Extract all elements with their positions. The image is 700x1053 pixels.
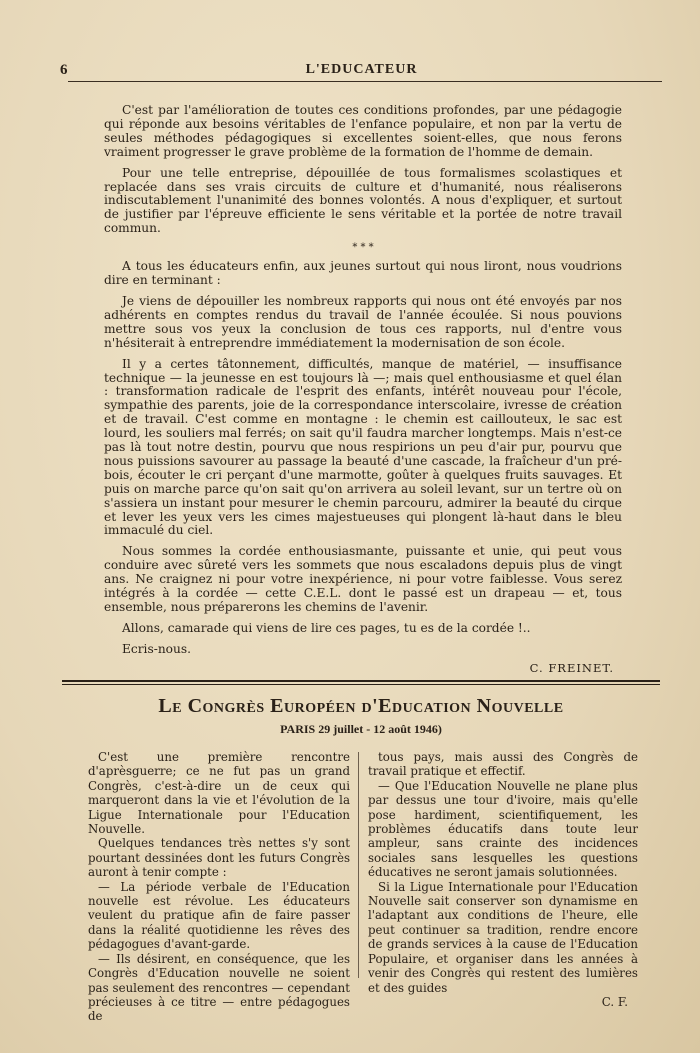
column-paragraph: tous pays, mais aussi des Congrès de travail pratique et effectif. — [368, 750, 638, 779]
article-paragraph: Pour une telle entreprise, dépouillée de tous formalismes scolastiques et replacée dans ses vrais circuits de culture et d'humanité, nous réaliserons indiscutablement l'unanimité des bonnes volontés. A nous d'expliquer, et surtout de justifier par l'épreuve efficiente le sens véritable et la portée de notre travail commun. — [104, 165, 622, 236]
article-paragraph: C'est par l'amélioration de toutes ces conditions profondes, par une pédagogie qui réponde aux besoins véritables de l'enfance populaire, et non par la vertu de seules méthodes pédagogiques si excellentes soient-elles, que nous ferons vraiment progresser le grave problème de la formation de l'homme de demain. — [104, 103, 622, 159]
column-paragraph: — Ils désirent, en conséquence, que les Congrès d'Education nouvelle ne soient pas seulement des rencontres — cependant précieuses à ce titre — entre pédagogues de — [88, 951, 350, 1024]
article-paragraph: Il y a certes tâtonnement, difficultés, manque de matériel, — insuffisance technique — la jeunesse en est toujours là —; mais quel enthousiasme et quel élan : transformation radicale de l'esprit des enfants, intérêt nouveau pour l'école, sympathie des parents, joie de la correspondance interscolaire, ivresse de création et de travail. C'est comme en montagne : le chemin est caillouteux, le sac est lourd, les souliers mal ferrés; on sait qu'il faudra marcher longtemps. Mais n'est-ce pas là tout notre destin, pourvu que nous respirions un peu d'air pur, pourvu que nous puissions savourer au passage la beauté d'une cascade, la fraîcheur d'un pré-bois, écouter le cri perçant d'une marmotte, goûter à quelques fruits sauvages. Et puis on marche parce qu'on sait qu'on arrivera au soleil levant, sur un tertre où on s'assiera un instant pour mesurer le chemin parcouru, admirer la beauté du cirque et lever les yeux vers les cimes majestueuses qui plongent là-haut dans le bleu immaculé du ciel. — [104, 356, 622, 538]
column-paragraph: Si la Ligue Internationale pour l'Education Nouvelle sait conserver son dynamisme en l'adaptant aux conditions de l'heure, elle peut continuer sa tradition, rendre encore de grands services à la cause de l'Education Populaire, et organiser dans les années à venir des Congrès qui restent des lumières et des guides — [368, 879, 638, 995]
page-number: 6 — [60, 62, 68, 78]
left-column — [88, 750, 350, 1024]
page-header — [60, 62, 663, 82]
freinet-article — [104, 104, 622, 676]
section-divider-thin — [62, 684, 660, 685]
header-rule — [68, 81, 662, 82]
congress-title: Le Congrès Européen d'Education Nouvelle — [158, 695, 564, 717]
article-paragraph: Allons, camarade qui viens de lire ces pages, tu es de la cordée !.. — [122, 620, 531, 635]
section-stars: * * * — [352, 242, 374, 254]
article-paragraph: Je viens de dépouiller les nombreux rapports qui nous ont été envoyés par nos adhérents en comptes rendus du travail de l'année écoulée. Si nous pouvions mettre sous vos yeux la conclusion de tous ces rapports, nul d'entre vous n'hésiterait à entreprendre immédiatement la modernisation de son école. — [104, 293, 622, 350]
congress-subtitle: PARIS 29 juillet - 12 août 1946) — [280, 722, 442, 736]
column-paragraph: — La période verbale de l'Education nouvelle est révolue. Les éducateurs veulent du pratique afin de faire passer dans la réalité quotidienne les rêves des pédagogues d'avant-garde. — [88, 879, 350, 952]
article-paragraph: Ecris-nous. — [122, 641, 191, 656]
article-paragraph: A tous les éducateurs enfin, aux jeunes surtout qui nous liront, nous voudrions dire en terminant : — [104, 259, 622, 288]
right-column — [368, 750, 638, 1009]
congress-columns — [88, 750, 660, 1024]
column-paragraph: Quelques tendances très nettes s'y sont pourtant dessinées dont les futurs Congrès auront à tenir compte : — [88, 836, 350, 880]
signature: C. FREINET. — [529, 660, 614, 675]
section-divider — [62, 680, 660, 682]
running-title: L'EDUCATEUR — [305, 62, 418, 77]
article-paragraph: Nous sommes la cordée enthousiasmante, puissante et unie, qui peut vous conduire avec sûreté vers les sommets que nous escaladons depuis plus de vingt ans. Ne craignez ni pour votre inexpérience, ni pour votre faiblesse. Vous serez intégrés à la cordée — cette C.E.L. dont le passé est un drapeau — et, tous ensemble, nous préparerons les chemins de l'avenir. — [104, 544, 622, 614]
author-initials: C. F. — [601, 994, 628, 1009]
column-rule — [358, 752, 359, 978]
column-paragraph: C'est une première rencontre d'aprèsguerre; ce ne fut pas un grand Congrès, c'est-à-dire un de ceux qui marqueront dans la vie et l'évolution de la Ligue Internationale pour l'Education Nouvelle. — [88, 750, 350, 837]
column-paragraph: — Que l'Education Nouvelle ne plane plus par dessus une tour d'ivoire, mais qu'elle pose hardiment, scientifiquement, les problèmes éducatifs dans toute leur ampleur, sans crainte des incidences sociales sans lesquelles les questions éducatives ne seront jamais solutionnées. — [368, 778, 638, 880]
